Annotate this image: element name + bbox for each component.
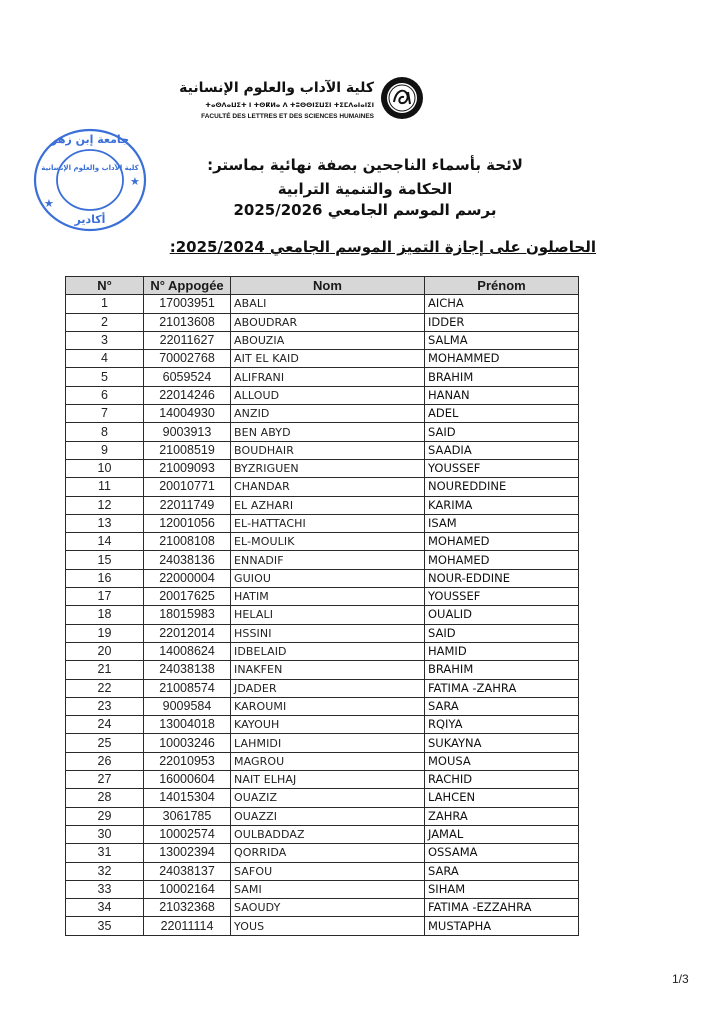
row-number: 18: [66, 606, 144, 624]
row-prenom: ISAM: [425, 514, 579, 532]
row-nom: ABOUDRAR: [231, 313, 425, 331]
stamp-outer-text: جامعة إبن زهر: [50, 133, 130, 146]
row-prenom: MUSTAPHA: [425, 917, 579, 935]
row-number: 17: [66, 588, 144, 606]
table-row: [66, 734, 579, 752]
row-nom: EL AZHARI: [231, 496, 425, 514]
row-number: 16: [66, 569, 144, 587]
row-appogee: 70002768: [144, 350, 231, 368]
row-number: 10: [66, 459, 144, 477]
document-title-line-1: لائحة بأسماء الناجحين بصفة نهائية بماستر:: [207, 156, 523, 174]
row-appogee: 21008519: [144, 441, 231, 459]
row-number: 14: [66, 533, 144, 551]
row-number: 3: [66, 331, 144, 349]
row-nom: EL-HATTACHI: [231, 514, 425, 532]
table-row: [66, 661, 579, 679]
row-appogee: 10003246: [144, 734, 231, 752]
row-prenom: IDDER: [425, 313, 579, 331]
row-nom: BOUDHAIR: [231, 441, 425, 459]
row-appogee: 21008574: [144, 679, 231, 697]
row-prenom: AICHA: [425, 295, 579, 313]
row-appogee: 14015304: [144, 789, 231, 807]
row-appogee: 21032368: [144, 899, 231, 917]
table-row: [66, 771, 579, 789]
row-number: 22: [66, 679, 144, 697]
row-prenom: NOUREDDINE: [425, 478, 579, 496]
row-appogee: 17003951: [144, 295, 231, 313]
row-nom: ALLOUD: [231, 386, 425, 404]
row-number: 26: [66, 752, 144, 770]
document-title-line-3: برسم الموسم الجامعي 2025/2026: [233, 201, 497, 219]
column-header-appogee: N° Appogée: [144, 277, 231, 295]
row-nom: IDBELAID: [231, 642, 425, 660]
row-number: 24: [66, 716, 144, 734]
row-prenom: OSSAMA: [425, 844, 579, 862]
row-nom: OUAZIZ: [231, 789, 425, 807]
row-prenom: HAMID: [425, 642, 579, 660]
row-prenom: YOUSSEF: [425, 588, 579, 606]
row-nom: ABALI: [231, 295, 425, 313]
table-row: [66, 862, 579, 880]
row-number: 7: [66, 405, 144, 423]
table-row: [66, 368, 579, 386]
table-row: [66, 899, 579, 917]
star-icon: ★: [130, 176, 140, 188]
table-row: [66, 844, 579, 862]
table-row: [66, 514, 579, 532]
table-row: [66, 551, 579, 569]
row-nom: OULBADDAZ: [231, 825, 425, 843]
row-appogee: 24038136: [144, 551, 231, 569]
row-nom: GUIOU: [231, 569, 425, 587]
table-header-row: [66, 277, 579, 295]
row-prenom: OUALID: [425, 606, 579, 624]
row-number: 9: [66, 441, 144, 459]
institution-name-tifinagh: ⵜⴰⵙⴷⴰⵡⵉⵜ ⵏ ⵜⵙⴽⵍⴰ ⴷ ⵜⵓⵙⵙⵏⵉⵡⵉⵏ ⵜⵉⵎⴷⴰⵏⴰⵏⵉⵏ: [205, 101, 374, 109]
row-number: 32: [66, 862, 144, 880]
row-prenom: JAMAL: [425, 825, 579, 843]
table-row: [66, 789, 579, 807]
table-row: [66, 606, 579, 624]
row-appogee: 22000004: [144, 569, 231, 587]
row-prenom: BRAHIM: [425, 661, 579, 679]
row-prenom: BRAHIM: [425, 368, 579, 386]
row-nom: EL-MOULIK: [231, 533, 425, 551]
row-prenom: LAHCEN: [425, 789, 579, 807]
row-appogee: 24038138: [144, 661, 231, 679]
row-nom: KAROUMI: [231, 697, 425, 715]
row-nom: HATIM: [231, 588, 425, 606]
row-nom: AIT EL KAID: [231, 350, 425, 368]
row-prenom: ADEL: [425, 405, 579, 423]
row-nom: OUAZZI: [231, 807, 425, 825]
page-number: 1/3: [672, 972, 689, 986]
row-prenom: HANAN: [425, 386, 579, 404]
row-number: 2: [66, 313, 144, 331]
row-prenom: SAADIA: [425, 441, 579, 459]
row-appogee: 14008624: [144, 642, 231, 660]
row-nom: ALIFRANI: [231, 368, 425, 386]
row-nom: JDADER: [231, 679, 425, 697]
university-seal-icon: [380, 76, 424, 120]
table-row: [66, 350, 579, 368]
row-number: 35: [66, 917, 144, 935]
row-number: 31: [66, 844, 144, 862]
stamp-inner-text: كلية الآداب والعلوم الإنسانية: [41, 164, 139, 172]
row-appogee: 18015983: [144, 606, 231, 624]
table-row: [66, 405, 579, 423]
row-appogee: 21009093: [144, 459, 231, 477]
row-nom: ANZID: [231, 405, 425, 423]
table-row: [66, 423, 579, 441]
table-row: [66, 642, 579, 660]
row-nom: ABOUZIA: [231, 331, 425, 349]
row-prenom: MOHAMED: [425, 551, 579, 569]
row-nom: ENNADIF: [231, 551, 425, 569]
row-appogee: 14004930: [144, 405, 231, 423]
table-row: [66, 679, 579, 697]
row-number: 33: [66, 880, 144, 898]
table-row: [66, 496, 579, 514]
row-prenom: YOUSSEF: [425, 459, 579, 477]
column-header-number: N°: [66, 277, 144, 295]
table-row: [66, 386, 579, 404]
row-appogee: 24038137: [144, 862, 231, 880]
row-number: 34: [66, 899, 144, 917]
table-row: [66, 295, 579, 313]
row-number: 28: [66, 789, 144, 807]
official-stamp: [30, 125, 150, 235]
row-prenom: FATIMA -EZZAHRA: [425, 899, 579, 917]
row-appogee: 13002394: [144, 844, 231, 862]
row-appogee: 22011627: [144, 331, 231, 349]
row-number: 25: [66, 734, 144, 752]
row-prenom: SUKAYNA: [425, 734, 579, 752]
row-appogee: 21008108: [144, 533, 231, 551]
row-number: 15: [66, 551, 144, 569]
table-row: [66, 880, 579, 898]
row-prenom: MOUSA: [425, 752, 579, 770]
row-number: 1: [66, 295, 144, 313]
row-appogee: 9009584: [144, 697, 231, 715]
row-appogee: 3061785: [144, 807, 231, 825]
row-number: 11: [66, 478, 144, 496]
row-prenom: SIHAM: [425, 880, 579, 898]
row-nom: INAKFEN: [231, 661, 425, 679]
row-prenom: MOHAMMED: [425, 350, 579, 368]
row-nom: SAMI: [231, 880, 425, 898]
svg-text:كلية الآداب والعلوم الإنسانية: [41, 163, 139, 172]
table-row: [66, 624, 579, 642]
table-row: [66, 331, 579, 349]
row-nom: CHANDAR: [231, 478, 425, 496]
table-row: [66, 313, 579, 331]
row-number: 27: [66, 771, 144, 789]
row-appogee: 21013608: [144, 313, 231, 331]
row-nom: HSSINI: [231, 624, 425, 642]
row-number: 4: [66, 350, 144, 368]
row-appogee: 13004018: [144, 716, 231, 734]
row-nom: BYZRIGUEN: [231, 459, 425, 477]
row-prenom: NOUR-EDDINE: [425, 569, 579, 587]
row-appogee: 10002574: [144, 825, 231, 843]
table-row: [66, 825, 579, 843]
row-number: 20: [66, 642, 144, 660]
table-row: [66, 459, 579, 477]
row-number: 8: [66, 423, 144, 441]
row-number: 6: [66, 386, 144, 404]
faculty-logo: [160, 80, 374, 130]
institution-name-fr: FACULTÉ DES LETTRES ET DES SCIENCES HUMAINES: [201, 113, 374, 120]
row-appogee: 22012014: [144, 624, 231, 642]
row-appogee: 20017625: [144, 588, 231, 606]
star-icon: ★: [44, 198, 54, 210]
row-appogee: 22010953: [144, 752, 231, 770]
table-row: [66, 807, 579, 825]
row-appogee: 22011114: [144, 917, 231, 935]
row-number: 12: [66, 496, 144, 514]
row-nom: MAGROU: [231, 752, 425, 770]
institution-name-ar: كلية الآداب والعلوم الإنسانية: [179, 80, 374, 96]
row-prenom: RACHID: [425, 771, 579, 789]
row-appogee: 9003913: [144, 423, 231, 441]
table-row: [66, 441, 579, 459]
row-nom: HELALI: [231, 606, 425, 624]
table-row: [66, 569, 579, 587]
stamp-bottom-text: أكادير: [74, 213, 106, 226]
row-prenom: FATIMA -ZAHRA: [425, 679, 579, 697]
row-number: 23: [66, 697, 144, 715]
table-row: [66, 917, 579, 935]
row-prenom: SARA: [425, 697, 579, 715]
row-prenom: SALMA: [425, 331, 579, 349]
row-prenom: RQIYA: [425, 716, 579, 734]
row-appogee: 20010771: [144, 478, 231, 496]
row-number: 13: [66, 514, 144, 532]
row-prenom: ZAHRA: [425, 807, 579, 825]
row-nom: LAHMIDI: [231, 734, 425, 752]
row-nom: QORRIDA: [231, 844, 425, 862]
row-prenom: SAID: [425, 423, 579, 441]
row-appogee: 10002164: [144, 880, 231, 898]
column-header-nom: Nom: [231, 277, 425, 295]
column-header-prenom: Prénom: [425, 277, 579, 295]
row-appogee: 12001056: [144, 514, 231, 532]
row-prenom: KARIMA: [425, 496, 579, 514]
row-nom: SAOUDY: [231, 899, 425, 917]
document-title-line-2: الحكامة والتنمية الترابية: [277, 180, 453, 198]
row-number: 19: [66, 624, 144, 642]
row-prenom: MOHAMED: [425, 533, 579, 551]
results-table: [65, 276, 579, 936]
section-heading: الحاصلون على إجازة التميز الموسم الجامعي 2025/2024:: [169, 238, 596, 256]
table-row: [66, 697, 579, 715]
table-row: [66, 533, 579, 551]
row-nom: BEN ABYD: [231, 423, 425, 441]
row-prenom: SAID: [425, 624, 579, 642]
row-number: 29: [66, 807, 144, 825]
row-appogee: 22011749: [144, 496, 231, 514]
row-nom: SAFOU: [231, 862, 425, 880]
row-appogee: 16000604: [144, 771, 231, 789]
row-nom: KAYOUH: [231, 716, 425, 734]
row-number: 30: [66, 825, 144, 843]
row-number: 5: [66, 368, 144, 386]
row-nom: NAIT ELHAJ: [231, 771, 425, 789]
row-nom: YOUS: [231, 917, 425, 935]
row-appogee: 22014246: [144, 386, 231, 404]
table-row: [66, 478, 579, 496]
row-prenom: SARA: [425, 862, 579, 880]
table-row: [66, 716, 579, 734]
row-number: 21: [66, 661, 144, 679]
row-appogee: 6059524: [144, 368, 231, 386]
table-row: [66, 752, 579, 770]
table-row: [66, 588, 579, 606]
